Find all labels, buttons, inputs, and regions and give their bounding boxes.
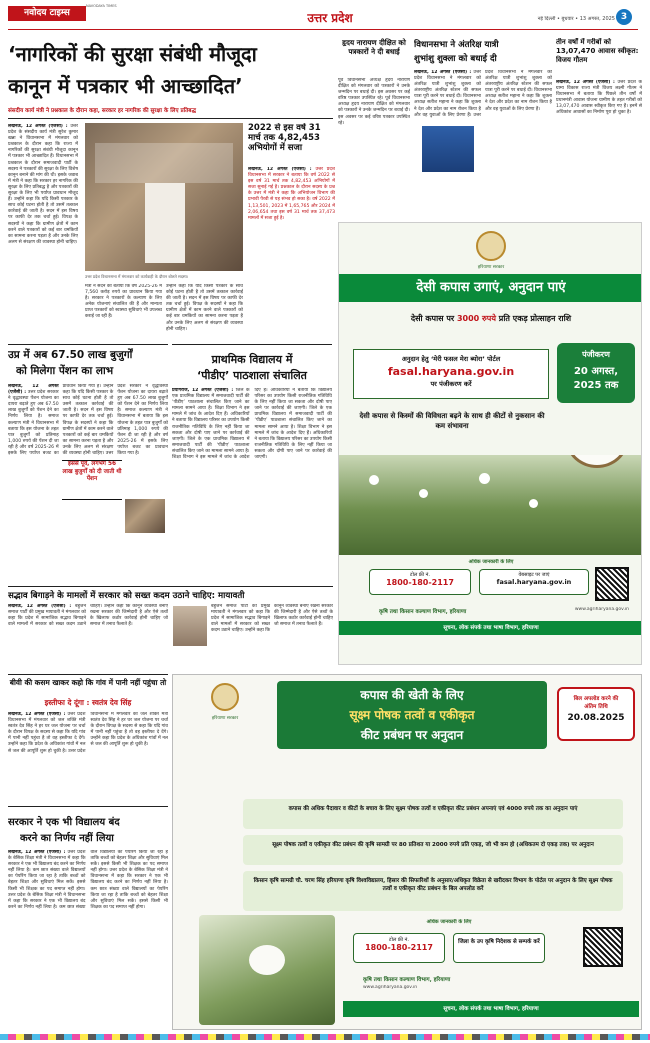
water-body: लखनऊ, 12 अगस्त (एजेंसी) : उत्तर प्रदेश विधानसभा में मंगलवार को जल शक्ति मंत्री स्वतंत्र देव सिंह ने हर घर जल योजना पर चर्चा के दौरान विपक्ष के सदस्य से कहा कि यदि गांव में पानी नहीं पहुंचा है तो वह इस्तीफा दे देंगे। उन्होंने कहा कि प्रदेश के अधिकांश गांवों में नल से जल की आपूर्ति शुरू हो चुकी है। उत्तर प्रदेश विधानसभा में मंगलवार को जल शक्ति मंत्री स्वतंत्र देव सिंह ने हर घर जल योजना पर चर्चा के दौरान विपक्ष के सदस्य से कहा कि यदि गांव में पानी नहीं पहुंचा है तो वह इस्तीफा दे देंगे। उन्होंने कहा कि प्रदेश के अधिकांश गांवों में नल से जल की आपूर्ति शुरू हो चुकी है। <box>8 712 168 754</box>
lead-photo-caption: उत्तर प्रदेश विधानसभा में मंगलवार को कार्यवाही के दौरान बोलते सदस्य। <box>85 274 189 279</box>
lead-headline-2: कानून में पत्रकार भी आच्छादित’ <box>8 74 243 98</box>
dikshit-story <box>338 34 410 219</box>
pension-pullquote: इससे पूर्व, लगभग 56 लाख बुजुर्गों को दी जाती थी पेंशन <box>62 460 122 500</box>
ad1-info-title: अधिक जानकारी के लिए <box>468 559 514 565</box>
ad1-portal-url[interactable]: fasal.haryana.gov.in <box>387 365 515 378</box>
ad1-dept: कृषि तथा किसान कल्याण विभाग, हरियाणा <box>379 609 467 615</box>
ad1-dept-web: www.agriharyana.gov.in <box>574 607 629 612</box>
ad2-info-title: अधिक जानकारी के लिए <box>426 919 472 925</box>
ad1-cotton-field <box>339 455 642 555</box>
ad2-office-box: जिला के उप कृषि निदेशक से सम्पर्क करें <box>453 933 545 963</box>
water-story <box>8 674 168 802</box>
mayawati-photo <box>173 606 207 646</box>
ad2-tollfree-box: टोल फ्री नं. 1800-180-2117 <box>353 933 445 963</box>
convictions-headline: 2022 से इस वर्ष 31 मार्च तक 4,82,453 अभियोगों में सजा <box>248 123 321 153</box>
masthead-logo-box <box>8 6 86 21</box>
convictions-body: लखनऊ, 12 अगस्त (एजेंसी) : उत्तर प्रदेश विधानसभा में सरकार ने बताया कि वर्ष 2022 से इस वर्ष 31 मार्च तक 4,82,453 अभियोगों में सजा सुनाई गई है। प्रश्नकाल के दौरान सदस्य के प्रश्न के उत्तर में मंत्री ने कहा कि अभियोजन विभाग की प्रभावी पैरवी से यह संभव हो सका है। वर्ष 2022 में 1,13,501, 2023 में 1,65,765 और 2024 में 2,06,654 तथा इस वर्ष 31 मार्च तक 37,473 मामलों में सजा हुई है। <box>248 167 335 221</box>
ad2-dept: कृषि तथा किसान कल्याण विभाग, हरियाणा <box>363 977 451 983</box>
ad1-variety: देसी कपास से किस्मों की विविधता बढ़ने के साथ ही कीटों से नुकसान की कम संभावना <box>359 412 545 430</box>
ad2-point-2: सूक्ष्म पोषक तत्वों व एकीकृत कीट प्रबंधन की कृषि सामग्री पर 80 प्रतिशत या 2000 रुपये प्रति एकड़, जो भी कम हो (अधिकतम दो एकड़ तक) पर अनुदान <box>243 835 623 865</box>
registration-strip <box>0 1034 650 1040</box>
water-headline-2: इस्तीफा दे दूंगा : स्वतंत्र देव सिंह <box>44 698 132 707</box>
ad1-web-box: वेबसाइट पर जाएं fasal.haryana.gov.in <box>479 569 589 595</box>
ad1-tollfree-box: टोल फ्री नं. 1800-180-2117 <box>369 569 471 595</box>
closure-body: लखनऊ, 12 अगस्त (एजेंसी) : उत्तर प्रदेश के बेसिक शिक्षा मंत्री ने विधानसभा में कहा कि सरकार ने एक भी विद्यालय बंद करने का निर्णय नहीं लिया है। कम छात्र संख्या वाले विद्यालयों का पेयरिंग किया जा रहा है ताकि बच्चों को बेहतर शिक्षा और सुविधाएं मिल सकें। इससे किसी भी शिक्षक का पद समाप्त नहीं होगा। उत्तर प्रदेश के बेसिक शिक्षा मंत्री ने विधानसभा में कहा कि सरकार ने एक भी विद्यालय बंद करने का निर्णय नहीं लिया है। कम छात्र संख्या वाले विद्यालयों का पेयरिंग किया जा रहा है ताकि बच्चों को बेहतर शिक्षा और सुविधाएं मिल सकें। इससे किसी भी शिक्षक का पद समाप्त नहीं होगा। उत्तर प्रदेश के बेसिक शिक्षा मंत्री ने विधानसभा में कहा कि सरकार ने एक भी विद्यालय बंद करने का निर्णय नहीं लिया है। कम छात्र संख्या वाले विद्यालयों का पेयरिंग किया जा रहा है ताकि बच्चों को बेहतर शिक्षा और सुविधाएं मिल सकें। इससे किसी भी शिक्षक का पद समाप्त नहीं होगा। <box>8 850 168 910</box>
ad2-qr-icon <box>583 927 623 967</box>
shukla-photo <box>422 126 474 172</box>
pda-body: प्रयागराज, 12 अगस्त (एजेंसी) : जिले के एक प्राथमिक विद्यालय में समाजवादी पार्टी की ‘पीडीए’ पाठशाला संचालित किए जाने का मामला सामने आया है। शिक्षा विभाग ने इस मामले में जांच के आदेश दिए हैं। अधिकारियों ने बताया कि विद्यालय परिसर का उपयोग किसी राजनीतिक गतिविधि के लिए नहीं किया जा सकता और दोषी पाए जाने पर कार्रवाई की जाएगी। जिले के एक प्राथमिक विद्यालय में समाजवादी पार्टी की ‘पीडीए’ पाठशाला संचालित किए जाने का मामला सामने आया है। शिक्षा विभाग ने इस मामले में जांच के आदेश दिए हैं। अधिकारियों ने बताया कि विद्यालय परिसर का उपयोग किसी राजनीतिक गतिविधि के लिए नहीं किया जा सकता और दोषी पाए जाने पर कार्रवाई की जाएगी। जिले के एक प्राथमिक विद्यालय में समाजवादी पार्टी की ‘पीडीए’ पाठशाला संचालित किए जाने का मामला सामने आया है। शिक्षा विभाग ने इस मामले में जांच के आदेश दिए हैं। अधिकारियों ने बताया कि विद्यालय परिसर का उपयोग किसी राजनीतिक गतिविधि के लिए नहीं किया जा सकता और दोषी पाए जाने पर कार्रवाई की जाएगी। <box>172 388 332 461</box>
mayawati-story <box>8 586 333 672</box>
pda-headline-1: प्राथमिक विद्यालय में <box>211 353 293 366</box>
lead-deck: संसदीय कार्य मंत्री ने प्रश्नकाल के दौरान कहा, सरकार हर नागरिक की सुरक्षा के लिए प्रतिबद्ध <box>8 108 196 114</box>
ad2-emblem-icon <box>211 683 239 711</box>
ad1-web[interactable]: fasal.haryana.gov.in <box>496 578 572 586</box>
pda-headline-2: ‘पीडीए’ पाठशाला संचालित <box>197 369 307 382</box>
lead-body-col2: मंत्री ने सदन को बताया कि वर्ष 2025-26 में 7,560 करोड़ रुपये का प्रावधान किया गया है। सरकार ने पत्रकारों के कल्याण के लिए अनेक योजनाएं संचालित की हैं और मान्यता प्राप्त पत्रकारों को स्वास्थ्य सुविधाएं भी उपलब्ध कराई जा रही हैं। <box>85 284 162 320</box>
page-number: 3 <box>616 9 632 25</box>
dikshit-headline: हृदय नारायण दीक्षित को पत्रकारों ने दी बधाई <box>342 38 406 56</box>
masthead-logo-sub: NAVODAYA TIMES <box>86 4 117 8</box>
ad2-cotton-photo <box>199 915 335 1025</box>
closure-headline-1: सरकार ने एक भी विद्यालय बंद <box>8 817 120 828</box>
pension-headline-1: उप्र में अब 67.50 लाख बुजुर्गों <box>8 349 133 361</box>
ad1-govt: हरियाणा सरकार <box>477 265 505 270</box>
lead-photo <box>85 123 243 271</box>
ad2-tollfree[interactable]: 1800-180-2117 <box>365 943 433 952</box>
lead-headline-1: ‘नागरिकों की सुरक्षा संबंधी मौजूदा <box>8 42 257 66</box>
cotton-boll-icon <box>569 455 625 465</box>
shukla-headline-1: विधानसभा ने अंतरिक्ष यात्री <box>414 40 499 50</box>
shukla-headline-2: शुभांशु शुक्ला को बधाई दी <box>414 54 497 64</box>
masthead <box>0 0 650 32</box>
dateline: नई दिल्ली • बुधवार • 13 अगस्त, 2025 <box>537 16 615 22</box>
ad2-point-1: कपास की अधिक पैदावार व कीटों के बचाव के लिए सूक्ष्म पोषक तत्वों व एकीकृत कीट प्रबंधन अपनाएं एवं 4000 रुपये तक का अनुदान पाएं <box>243 799 623 829</box>
lead-body-col1: लखनऊ, 12 अगस्त (एजेंसी) : उत्तर प्रदेश के संसदीय कार्य मंत्री सुरेश कुमार खन्ना ने विधानसभा में मंगलवार को प्रश्नकाल के दौरान कहा कि राज्य में नागरिकों की सुरक्षा संबंधी मौजूदा कानून में पत्रकार भी आच्छादित हैं। विधानसभा में प्रश्नकाल के दौरान समाजवादी पार्टी के सदस्य ने पत्रकारों की सुरक्षा के लिए विशेष कानून बनाने की मांग की थी। इसके जवाब में मंत्री ने कहा कि सरकार हर नागरिक की सुरक्षा के लिए प्रतिबद्ध है और पत्रकारों की सुरक्षा के लिए भी पर्याप्त प्रावधान मौजूद हैं। उन्होंने कहा कि यदि किसी पत्रकार के साथ कोई घटना होती है तो उसमें तत्काल कार्रवाई की जाती है। सदन में इस विषय पर काफी देर तक चर्चा हुई। विपक्ष के सदस्यों ने कहा कि ग्रामीण क्षेत्रों में काम करने वाले पत्रकारों को कई बार धमकियों का सामना करना पड़ता है और उनके लिए अलग से संरक्षण की व्यवस्था होनी चाहिए। <box>8 124 78 245</box>
convictions-story <box>248 123 335 341</box>
ad1-banner: देसी कपास उगाएं, अनुदान पाएं <box>339 274 642 302</box>
ad1-tollfree[interactable]: 1800-180-2117 <box>386 578 454 587</box>
pension-photo <box>125 499 165 533</box>
section-title: उत्तर प्रदेश <box>307 11 353 25</box>
ad1-registration-badge: पंजीकरण 20 अगस्त, 2025 तक <box>557 343 635 403</box>
ad1-offer: देसी कपास पर 3000 रुपये प्रति एकड़ प्रोत्साहन राशि <box>410 314 572 323</box>
mayawati-headline: सद्भाव बिगाड़ने के मामलों में सरकार को सख्त कदम उठाने चाहिए: मायावती <box>8 591 245 601</box>
pension-story <box>8 344 168 584</box>
ad2-footer: सूचना, लोक संपर्क तथा भाषा विभाग, हरियाणा <box>343 1001 639 1017</box>
shukla-body: लखनऊ, 12 अगस्त (एजेंसी) : उत्तर प्रदेश विधानसभा ने मंगलवार को अंतरिक्ष यात्री शुभांशु शुक्ला को अंतरराष्ट्रीय अंतरिक्ष स्टेशन की सफल यात्रा पूरी करने पर बधाई दी। विधानसभा अध्यक्ष सतीश महाना ने कहा कि शुक्ला ने देश और प्रदेश का नाम रोशन किया है और वह युवाओं के लिए प्रेरणा हैं। उत्तर प्रदेश विधानसभा ने मंगलवार को अंतरिक्ष यात्री शुभांशु शुक्ला को अंतरराष्ट्रीय अंतरिक्ष स्टेशन की सफल यात्रा पूरी करने पर बधाई दी। विधानसभा अध्यक्ष सतीश महाना ने कहा कि शुक्ला ने देश और प्रदेश का नाम रोशन किया है और वह युवाओं के लिए प्रेरणा हैं। <box>414 70 552 118</box>
ad1-portal-box: अनुदान हेतु ‘मेरी फसल मेरा ब्योरा’ पोर्टल fasal.haryana.gov.in पर पंजीकरण करें <box>353 349 549 399</box>
closure-story <box>8 806 168 1028</box>
water-headline: बीवी की कसम खाकर कहो कि गांव में पानी नहीं पहुंचा तो <box>9 678 167 687</box>
haryana-emblem-icon <box>476 231 506 261</box>
housing-headline: तीन वर्षों में गरीबों को 13,07,470 आवास स्वीकृत: विजय गौतम <box>556 38 639 64</box>
lead-body-col3: उन्होंने कहा कि यदि किसी पत्रकार के साथ कोई घटना होती है तो उसमें तत्काल कार्रवाई की जाती है। सदन में इस विषय पर काफी देर तक चर्चा हुई। विपक्ष के सदस्यों ने कहा कि ग्रामीण क्षेत्रों में काम करने वाले पत्रकारों को कई बार धमकियों का सामना करना पड़ता है और उनके लिए अलग से संरक्षण की व्यवस्था होनी चाहिए। <box>166 284 243 332</box>
ad-desi-cotton <box>338 222 642 665</box>
pda-school-story <box>172 344 332 584</box>
closure-headline-2: करने का निर्णय नहीं लिया <box>20 833 114 844</box>
mayawati-body-right: बहुजन समाज पार्टी की प्रमुख मायावती ने मंगलवार को कहा कि प्रदेश में सामाजिक सद्भाव बिगाड़ने वाले मामलों में सरकार को सख्त कदम उठाने चाहिए। उन्होंने कहा कि कानून व्यवस्था बनाए रखना सरकार की जिम्मेदारी है और ऐसे तत्वों के खिलाफ कठोर कार्रवाई होनी चाहिए जो समाज में तनाव फैलाते हैं। <box>211 604 333 634</box>
ad2-deadline-badge: बिल अपलोड करने की अंतिम तिथि 20.08.2025 <box>557 687 635 741</box>
dikshit-body: पूर्व विधानसभा अध्यक्ष हृदय नारायण दीक्षित को मंगलवार को पत्रकारों ने उनके जन्मदिन पर बधाई दी। इस अवसर पर कई वरिष्ठ पत्रकार उपस्थित रहे। पूर्व विधानसभा अध्यक्ष हृदय नारायण दीक्षित को मंगलवार को पत्रकारों ने उनके जन्मदिन पर बधाई दी। इस अवसर पर कई वरिष्ठ पत्रकार उपस्थित रहे। <box>338 78 410 126</box>
housing-story <box>556 34 642 219</box>
pension-headline-2: को मिलेगा पेंशन का लाभ <box>16 365 114 377</box>
masthead-logo: नवोदय टाइम्स <box>24 8 70 18</box>
ad2-point-3: किसान कृषि सामग्री चौ. चरण सिंह हरियाणा कृषि विश्वविद्यालय, हिसार की सिफारिशों के अनुसार/अधिकृत विक्रेता से खरीदकर विभाग के पोर्टल पर अनुदान के लिए सूक्ष्म पोषक तत्वों व एकीकृत कीट प्रबंधन के बिल अपलोड करें <box>243 871 623 911</box>
shukla-story <box>414 34 552 219</box>
ad1-footer: सूचना, लोक संपर्क तथा भाषा विभाग, हरियाणा <box>339 621 642 635</box>
ad2-dept-web: www.agriharyana.gov.in <box>363 985 418 990</box>
pension-body: लखनऊ, 12 अगस्त (एजेंसी) : उत्तर प्रदेश सरकार ने वृद्धावस्था पेंशन योजना का दायरा बढ़ाते हुए अब 67.50 लाख बुजुर्गों को पेंशन देने का निर्णय लिया है। समाज कल्याण मंत्री ने विधानसभा में बताया कि इस योजना के तहत पात्र बुजुर्गों को प्रतिमाह 1,000 रुपये की पेंशन दी जा रही है और वर्ष 2025-26 में इसके लिए पर्याप्त बजट का प्रावधान किया गया है। उन्होंने कहा कि यदि किसी पत्रकार के साथ कोई घटना होती है तो उसमें तत्काल कार्रवाई की जाती है। सदन में इस विषय पर काफी देर तक चर्चा हुई। विपक्ष के सदस्यों ने कहा कि ग्रामीण क्षेत्रों में काम करने वाले पत्रकारों को कई बार धमकियों का सामना करना पड़ता है और उनके लिए अलग से संरक्षण की व्यवस्था होनी चाहिए। उत्तर प्रदेश सरकार ने वृद्धावस्था पेंशन योजना का दायरा बढ़ाते हुए अब 67.50 लाख बुजुर्गों को पेंशन देने का निर्णय लिया है। समाज कल्याण मंत्री ने विधानसभा में बताया कि इस योजना के तहत पात्र बुजुर्गों को प्रतिमाह 1,000 रुपये की पेंशन दी जा रही है और वर्ष 2025-26 में इसके लिए पर्याप्त बजट का प्रावधान किया गया है। <box>8 384 168 457</box>
ad1-qr-icon <box>595 567 629 601</box>
mayawati-body-left: लखनऊ, 12 अगस्त (एजेंसी) : बहुजन समाज पार्टी की प्रमुख मायावती ने मंगलवार को कहा कि प्रदेश में सामाजिक सद्भाव बिगाड़ने वाले मामलों में सरकार को सख्त कदम उठाने चाहिए। उन्होंने कहा कि कानून व्यवस्था बनाए रखना सरकार की जिम्मेदारी है और ऐसे तत्वों के खिलाफ कठोर कार्रवाई होनी चाहिए जो समाज में तनाव फैलाते हैं। <box>8 604 168 628</box>
masthead-rule <box>8 29 638 30</box>
ad-micronutrient <box>172 674 642 1030</box>
housing-body: लखनऊ, 12 अगस्त (एजेंसी) : उत्तर प्रदेश के ग्राम्य विकास राज्य मंत्री विजय लक्ष्मी गौतम ने विधानसभा में बताया कि पिछले तीन वर्षों में प्रधानमंत्री आवास योजना ग्रामीण के तहत गरीबों को 13,07,470 आवास स्वीकृत किए गए हैं। इनमें से अधिकांश आवासों का निर्माण पूरा हो चुका है। <box>556 80 642 116</box>
ad2-govt: हरियाणा सरकार <box>211 716 239 721</box>
ad2-banner: कपास की खेती के लिए सूक्ष्म पोषक तत्वों व एकीकृत कीट प्रबंधन पर अनुदान <box>277 681 547 749</box>
